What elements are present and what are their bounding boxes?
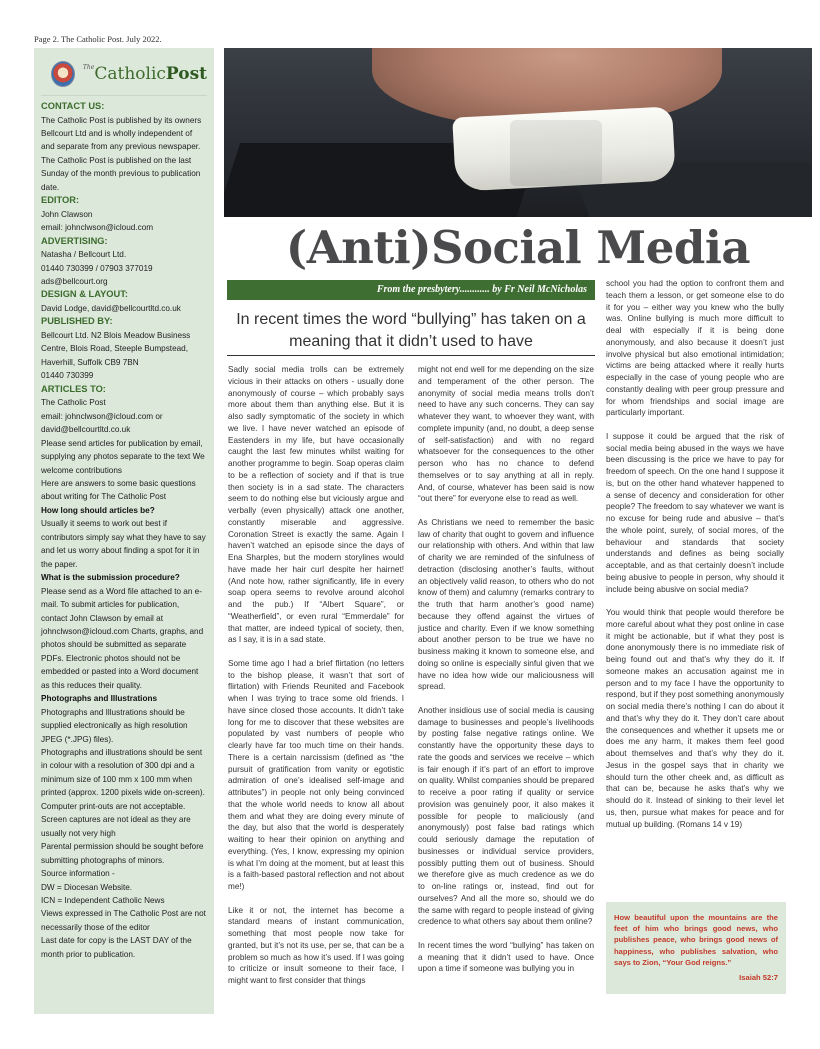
articles-line: Here are answers to some basic questions about writing for The Catholic Post <box>41 478 196 502</box>
faq-question: Photographs and Illustrations <box>41 694 157 704</box>
paragraph: might not end well for me depending on the size and temperament of the other person. The anonymity of social media means trolls don’t need to have any such concerns. They can say whatever they want, to whoever they want, with complete impunity (and, no doubt, a deep sense of self-satisfaction) and with no regard whatsoever for the consequences to the other person who has no chance to defend themselves or to say anything at all in reply. And, of course, whatever has been said is now “out there” for everyone else to read as well. <box>418 365 594 504</box>
divider <box>227 355 595 356</box>
article-column-1 <box>228 364 404 999</box>
article-column-3 <box>606 278 784 842</box>
hero-photo <box>224 48 812 217</box>
article-column-2 <box>418 364 594 987</box>
editor-name: John Clawson <box>41 209 93 219</box>
published-text: Bellcourt Ltd. N2 Blois Meadow Business Centre, Blois Road, Steeple Bumpstead, Haverhill, Suffolk CB9 7BN <box>41 330 191 367</box>
source-icn: ICN = Independent Catholic News <box>41 896 165 906</box>
editor-heading: EDITOR: <box>41 195 80 206</box>
paragraph: I suppose it could be argued that the risk of social media being abused in the ways we have been discussing is the price we have to pay for freedom of speech. On the one hand I suppose it is, but on the other hand whatever happened to a sense of decency and consideration for other people? The freedom to say whatever we want is no excuse for being rude and abusive – that’s the whole point, surely, of social mores, of the behaviour and standards that society understands and defines as being socially acceptable, and as that certainly doesn’t include being abusive to people in person, why should it include being abusive on social media? <box>606 431 784 594</box>
copy-deadline: Last date for copy is the LAST DAY of the month prior to publication. <box>41 936 192 959</box>
published-heading: PUBLISHED BY: <box>41 316 113 327</box>
faq-answer: Photographs and Illustrations should be supplied electronically as high resolution JPEG (*.JPG) files). <box>41 707 188 744</box>
views-disclaimer: Views expressed in The Catholic Post are not necessarily those of the editor <box>41 909 206 932</box>
article-byline: From the presbytery............ by Fr Neil McNicholas <box>227 280 595 300</box>
page-header: Page 2. The Catholic Post. July 2022. <box>34 34 162 44</box>
faq-question: How long should articles be? <box>41 505 155 515</box>
faq-answer: Please send as a Word file attached to an e-mail. To submit articles for publication, contact John Clawson by email at johnclwson@icloud.com Charts, graphs, and photos should be submitted as separate PDFs. Electronic photos should not be embedded or pasted into a Word document as this reduces their quality. <box>41 586 204 690</box>
faq-answer: Photographs and illustrations should be sent in colour with a resolution of 300 dpi and a minimum size of 100 mm x 100 mm when printed (approx. 1200 pixels wide on-screen). <box>41 748 205 798</box>
advertising-name: Natasha / Bellcourt Ltd. <box>41 250 127 260</box>
paragraph: Some time ago I had a brief flirtation (no letters to the bishop please, it wasn’t that sort of flirtation) with Friends Reunited and Facebook when I was trying to trace some old friends. I have since closed those accounts. It didn’t take long for me to discover that these websites are populated by vast numbers of people who clearly have far too much time on their hands. There is a certain narcissism (defined as “the pursuit of gratification from vanity or egotistic admiration of one’s idealised self-image and attributes”) in people not only being convinced that the whole world needs to know all about them and what they are doing every minute of the day, but also that the world is desperately waiting to hear their opinion on anything and everything. (Yes, I know, expressing my opinion is what I’m doing at the moment, but at least this is a faith-based pastoral reflection and not about me!) <box>228 658 404 891</box>
advertising-email: ads@bellcourt.org <box>41 277 108 287</box>
source-dw: DW = Diocesan Website. <box>41 882 133 892</box>
paragraph: Like it or not, the internet has become a standard means of instant communication, something that most people now take for granted, but it’s not its use, per se, that can be a problem so much as how it’s used. If I was going to criticize or insult someone to their face, I might want to first consider that things <box>228 905 404 985</box>
scripture-quote-box <box>606 902 786 994</box>
paragraph: school you had the option to confront them and teach them a lesson, or get someone else to do it for you – either way you knew who the bully was. Online bullying is much more difficult to deal with especially if it is being done anonymously, and also because it doesn’t just involve physical but also emotional intimidation; victims are being attacked where it really hurts especially in the case of young people who are constantly dealing with peer group pressure and for whom friendships and social image are particularly important. <box>606 279 784 418</box>
faq-answer: Computer print-outs are not acceptable. Screen captures are not ideal as they are usually not very high <box>41 801 191 838</box>
faq-answer: Parental permission should be sought before submitting photographs of minors. <box>41 842 204 865</box>
source-heading: Source information - <box>41 869 115 879</box>
masthead-logo <box>41 52 207 96</box>
paragraph: As Christians we need to remember the basic law of charity that ought to govern and influence our relationship with others. And within that law of charity we are reminded of the sinfulness of detraction (disclosing another’s faults, without an objectively valid reason, to others who do not know of them) and calumny (remarks contrary to the truth that harm another’s good name) because they offend against the virtues of justice and charity. Even if we know something about another person to be true we have no business making it known to someone else, and doing so online is especially sinful given that we have no idea how wide our maliciousness will spread. <box>418 517 594 692</box>
paragraph: Sadly social media trolls can be extremely vicious in their attacks on others - usually done anonymously of course – which probably says more about them than anything else. But it is also sadly symptomatic of the society in which we live. I have never watched an episode of Eastenders in my life, but have occasionally caught the last few minutes whilst waiting for another programme to begin. Soap operas claim to be a reflection of society and if that is true then society is in a sad state. The characters seem to do nothing else but viciously argue and verbally (even physically) attack one another, constantly miserable and aggressive. Coronation Street is exactly the same. Again I haven’t watched an episode since the days of Ena Sharples, but the modern storylines would have made her hair curl despite her hairnet! (And note how, rather significantly, life in every soap opera seems to revolve around alcohol and the pub.) If “Albert Square”, or “Weatherfield”, or even rural “Emmerdale” for that matter, are indeed typical of society, then, as I say, it is in a sad state. <box>228 365 404 645</box>
design-heading: DESIGN & LAYOUT: <box>41 289 128 300</box>
contact-text: The Catholic Post is published by its owners Bellcourt Ltd and is wholly independent of and separate from any previous newspaper. The Catholic Post is published on the last Sunday of the month previous to publication date. <box>41 115 202 192</box>
editor-email: email: johnclwson@icloud.com <box>41 223 154 233</box>
advertising-heading: ADVERTISING: <box>41 235 108 246</box>
published-phone: 01440 730399 <box>41 371 94 381</box>
design-text: David Lodge, david@bellcourtltd.co.uk <box>41 303 181 313</box>
paragraph: Another insidious use of social media is causing damage to businesses and people’s livelihoods by posting false negative ratings online. We constantly have the opportunity these days to rate the goods and services we receive – which is fair enough if it’s part of an effort to improve on quality. Whilst companies should be prepared to receive a poor rating if quality or service provision was genuinely poor, it also makes it possible for people to maliciously (and anonymously) post false bad ratings which could seriously damage the reputation of businesses or individual service providers, possibly putting them out of business. Should we therefore give as much credence as we do to on-line ratings or, instead, find out for ourselves? And all the more so, should we do the same with regard to people instead of giving credence to what others say about them online? <box>418 705 594 927</box>
article-standfirst: In recent times the word “bullying” has taken on a meaning that it didn’t used to have <box>236 311 586 350</box>
articles-line: email: johnclwson@icloud.com or david@bellcourtltd.co.uk <box>41 411 163 435</box>
article-title: (Anti)Social Media <box>285 221 751 274</box>
faq-answer: Usually it seems to work out best if contributors simply say what they have to say and let us worry about finding a spot for it in the paper. <box>41 519 206 569</box>
scripture-reference: Isaiah 52:7 <box>739 973 778 983</box>
logo-text: $^{The}$CatholicPost <box>82 63 207 84</box>
sidebar <box>34 48 214 1014</box>
articles-line: Please send articles for publication by email, supplying any photos separate to the text We welcome contributions <box>41 438 205 475</box>
contact-heading: CONTACT US: <box>41 101 105 111</box>
faq-question: What is the submission procedure? <box>41 573 180 583</box>
paragraph: In recent times the word “bullying” has taken on a meaning that it didn’t used to have. Once upon a time if someone was bullying you in <box>418 940 594 974</box>
articles-line: The Catholic Post <box>41 398 106 408</box>
paragraph: You would think that people would therefore be more careful about what they post online in case it might be actionable, but if what they post is done anonymously there is no immediate risk of being found out and that’s why they do it. If someone makes an accusation against me in person and to my face I have the opportunity to respond, but if they post something anonymously on social media there’s nothing I can do about it and that’s why they do it. They don’t care about the consequences and whether it upsets me or does me any harm, it makes them feel good about themselves and that’s why they do it. Jesus in the gospel says that in charity we should turn the other cheek and, as difficult as that can be, because he asks that’s why we should do it. Instead of sinking to their level let us, then, pursue what makes for peace and for mutual up building. (Romans 14 v 19) <box>606 608 784 829</box>
seal-icon <box>51 61 75 87</box>
advertising-phone: 01440 730399 / 07903 377019 <box>41 263 153 273</box>
scripture-quote: How beautiful upon the mountains are the feet of him who brings good news, who publishes peace, who brings good news of happiness, who publishes salvation, who says to Zion, “Your God reigns.” <box>614 913 778 967</box>
articles-heading: ARTICLES TO: <box>41 383 106 394</box>
